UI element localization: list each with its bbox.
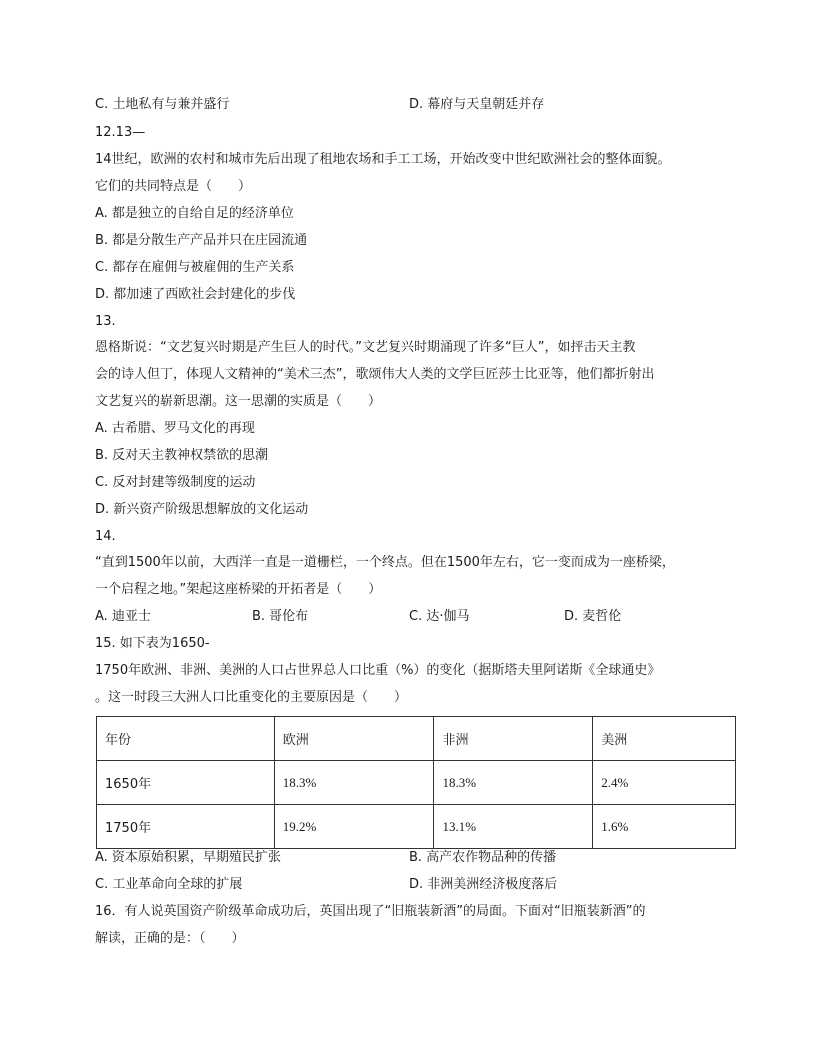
q11-option-c: C. 土地私有与兼并盛行 bbox=[95, 97, 230, 112]
q13-option-b: B. 反对天主教神权禁欲的思潮 bbox=[95, 448, 269, 463]
q16-stem-line-2: 解读，正确的是：（ ） bbox=[95, 931, 245, 946]
q15-option-c: C. 工业革命向全球的扩展 bbox=[95, 877, 243, 892]
q15-number-line: 15. 如下表为1650- bbox=[95, 636, 210, 651]
q15-stem-line-2: 。这一时段三大洲人口比重变化的主要原因是（ ） bbox=[95, 690, 408, 705]
table-cell-africa: 18.3% bbox=[434, 761, 593, 805]
q15-option-d: D. 非洲美洲经济极度落后 bbox=[409, 877, 558, 892]
q12-option-a: A. 都是独立的自给自足的经济单位 bbox=[95, 206, 294, 221]
q14-option-a: A. 迪亚士 bbox=[95, 609, 151, 624]
q12-stem-line-2: 它们的共同特点是（ ） bbox=[95, 179, 252, 194]
table-header-year: 年份 bbox=[97, 717, 275, 761]
q12-option-d: D. 都加速了西欧社会封建化的步伐 bbox=[95, 287, 296, 302]
q15-option-b: B. 高产农作物品种的传播 bbox=[409, 850, 557, 865]
table-header-africa: 非洲 bbox=[434, 717, 593, 761]
table-cell-europe: 18.3% bbox=[274, 761, 434, 805]
q14-option-d: D. 麦哲伦 bbox=[564, 609, 622, 624]
q11-option-d: D. 幕府与天皇朝廷并存 bbox=[409, 97, 545, 112]
q14-number: 14. bbox=[95, 529, 116, 544]
q13-number: 13. bbox=[95, 314, 116, 329]
table-cell-africa: 13.1% bbox=[434, 805, 593, 849]
q12-stem-line-1: 14世纪，欧洲的农村和城市先后出现了租地农场和手工工场，开始改变中世纪欧洲社会的整体面貌。 bbox=[95, 152, 671, 167]
table-cell-america: 1.6% bbox=[593, 805, 736, 849]
table-cell-europe: 19.2% bbox=[274, 805, 434, 849]
q15-stem-line-1: 1750年欧洲、非洲、美洲的人口占世界总人口比重（%）的变化（据斯塔夫里阿诺斯《全球通史》 bbox=[95, 663, 661, 678]
q14-option-b: B. 哥伦布 bbox=[252, 609, 309, 624]
table-header-america: 美洲 bbox=[593, 717, 736, 761]
table-row bbox=[97, 805, 736, 849]
q12-option-b: B. 都是分散生产产品并只在庄园流通 bbox=[95, 233, 308, 248]
q13-stem-line-1: 恩格斯说：“文艺复兴时期是产生巨人的时代。”文艺复兴时期涌现了许多“巨人”，如抨击天主教 bbox=[95, 340, 636, 355]
q14-option-c: C. 达·伽马 bbox=[409, 609, 470, 624]
table-cell-year: 1650年 bbox=[97, 761, 275, 805]
q14-stem-line-1: “直到1500年以前，大西洋一直是一道栅栏，一个终点。但在1500年左右，它一变而成为一座桥梁， bbox=[95, 555, 675, 570]
table-cell-year: 1750年 bbox=[97, 805, 275, 849]
q15-option-a: A. 资本原始积累，早期殖民扩张 bbox=[95, 850, 281, 865]
q13-stem-line-2: 会的诗人但丁，体现人文精神的“美术三杰”，歌颂伟大人类的文学巨匠莎士比亚等，他们都折射出 bbox=[95, 367, 655, 382]
q14-stem-line-2: 一个启程之地。”架起这座桥梁的开拓者是（ ） bbox=[95, 582, 382, 597]
q13-option-c: C. 反对封建等级制度的运动 bbox=[95, 475, 256, 490]
table-cell-america: 2.4% bbox=[593, 761, 736, 805]
q12-number: 12.13— bbox=[95, 125, 146, 140]
q12-option-c: C. 都存在雇佣与被雇佣的生产关系 bbox=[95, 260, 295, 275]
q13-option-d: D. 新兴资产阶级思想解放的文化运动 bbox=[95, 502, 309, 517]
table-header-row bbox=[97, 717, 736, 761]
q13-stem-line-3: 文艺复兴的崭新思潮。这一思潮的实质是（ ） bbox=[95, 394, 382, 409]
q16-stem-line-1: 16．有人说英国资产阶级革命成功后，英国出现了“旧瓶装新酒”的局面。下面对“旧瓶装新酒”的 bbox=[95, 904, 646, 919]
table-row bbox=[97, 761, 736, 805]
population-table bbox=[96, 716, 736, 849]
q13-option-a: A. 古希腊、罗马文化的再现 bbox=[95, 421, 255, 436]
table-header-europe: 欧洲 bbox=[274, 717, 434, 761]
